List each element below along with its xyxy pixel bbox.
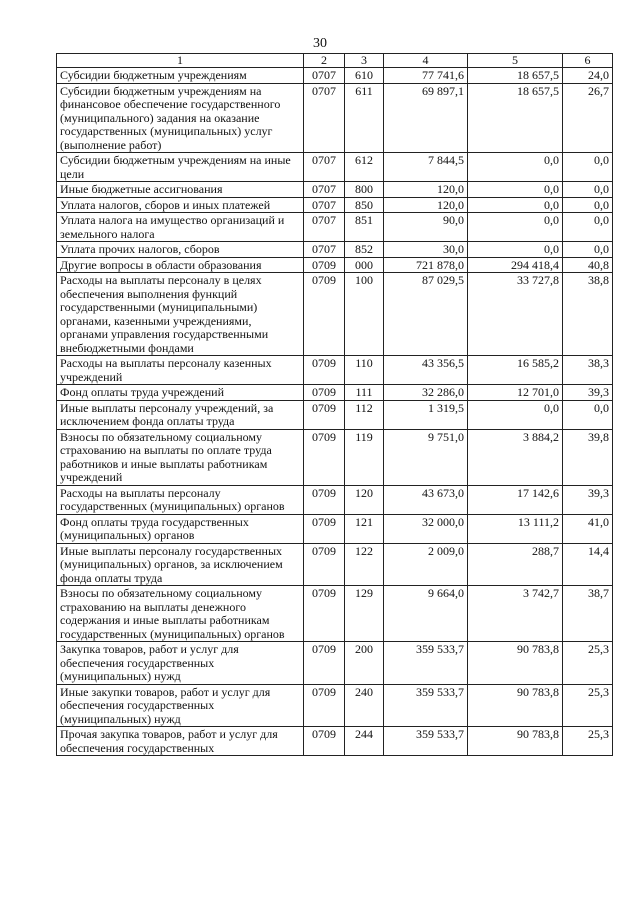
row-plan-amount: 9 751,0	[384, 429, 468, 485]
row-expense-type: 100	[345, 273, 384, 356]
row-actual-amount: 90 783,8	[468, 727, 563, 756]
row-plan-amount: 1 319,5	[384, 400, 468, 429]
row-actual-amount: 18 657,5	[468, 68, 563, 84]
row-plan-amount: 32 000,0	[384, 514, 468, 543]
row-section-code: 0709	[304, 586, 345, 642]
table-row	[57, 543, 613, 586]
row-percent: 38,7	[563, 586, 613, 642]
header-col-5: 5	[468, 54, 563, 68]
header-col-2: 2	[304, 54, 345, 68]
row-expense-type: 244	[345, 727, 384, 756]
row-section-code: 0709	[304, 485, 345, 514]
table-row	[57, 83, 613, 153]
row-actual-amount: 3 884,2	[468, 429, 563, 485]
row-expense-type: 112	[345, 400, 384, 429]
row-percent: 26,7	[563, 83, 613, 153]
row-plan-amount: 120,0	[384, 182, 468, 198]
row-actual-amount: 288,7	[468, 543, 563, 586]
row-percent: 25,3	[563, 684, 613, 727]
row-name-cell: Уплата налогов, сборов и иных платежей	[57, 197, 304, 213]
row-actual-amount: 0,0	[468, 153, 563, 182]
row-expense-type: 000	[345, 257, 384, 273]
budget-table	[56, 53, 613, 756]
row-expense-type: 129	[345, 586, 384, 642]
row-actual-amount: 90 783,8	[468, 642, 563, 685]
row-percent: 0,0	[563, 242, 613, 258]
table-row	[57, 586, 613, 642]
row-plan-amount: 359 533,7	[384, 642, 468, 685]
row-expense-type: 120	[345, 485, 384, 514]
table-row	[57, 257, 613, 273]
header-col-4: 4	[384, 54, 468, 68]
row-section-code: 0709	[304, 400, 345, 429]
row-percent: 39,8	[563, 429, 613, 485]
row-actual-amount: 12 701,0	[468, 385, 563, 401]
row-percent: 0,0	[563, 153, 613, 182]
row-section-code: 0707	[304, 182, 345, 198]
row-actual-amount: 13 111,2	[468, 514, 563, 543]
row-percent: 25,3	[563, 642, 613, 685]
row-name-cell: Расходы на выплаты персоналу казенных учреждений	[57, 356, 304, 385]
row-plan-amount: 359 533,7	[384, 727, 468, 756]
row-name-cell: Иные закупки товаров, работ и услуг для обеспечения государственных (муниципальных) нужд	[57, 684, 304, 727]
row-plan-amount: 43 356,5	[384, 356, 468, 385]
row-actual-amount: 294 418,4	[468, 257, 563, 273]
row-plan-amount: 721 878,0	[384, 257, 468, 273]
row-actual-amount: 0,0	[468, 213, 563, 242]
row-section-code: 0709	[304, 356, 345, 385]
row-name-cell: Уплата прочих налогов, сборов	[57, 242, 304, 258]
row-plan-amount: 359 533,7	[384, 684, 468, 727]
row-section-code: 0707	[304, 153, 345, 182]
row-name-cell: Субсидии бюджетным учреждениям	[57, 68, 304, 84]
row-section-code: 0707	[304, 83, 345, 153]
row-percent: 0,0	[563, 197, 613, 213]
row-actual-amount: 0,0	[468, 182, 563, 198]
row-section-code: 0709	[304, 642, 345, 685]
row-expense-type: 800	[345, 182, 384, 198]
row-percent: 0,0	[563, 400, 613, 429]
table-row	[57, 68, 613, 84]
row-expense-type: 850	[345, 197, 384, 213]
row-actual-amount: 0,0	[468, 197, 563, 213]
table-row	[57, 213, 613, 242]
table-row	[57, 273, 613, 356]
table-row	[57, 429, 613, 485]
row-expense-type: 110	[345, 356, 384, 385]
row-section-code: 0709	[304, 684, 345, 727]
row-percent: 41,0	[563, 514, 613, 543]
row-percent: 39,3	[563, 485, 613, 514]
page-number: 30	[313, 36, 327, 51]
table-row	[57, 514, 613, 543]
row-expense-type: 611	[345, 83, 384, 153]
row-section-code: 0709	[304, 273, 345, 356]
row-expense-type: 122	[345, 543, 384, 586]
table-row	[57, 642, 613, 685]
row-name-cell: Расходы на выплаты персоналу в целях обеспечения выполнения функций государственными (муниципальными) органами, казенными учреждениями, органами управления государственными внебюджетными фондами	[57, 273, 304, 356]
table-row	[57, 485, 613, 514]
table-row	[57, 727, 613, 756]
row-name-cell: Взносы по обязательному социальному страхованию на выплаты по оплате труда работников и иные выплаты работникам учреждений	[57, 429, 304, 485]
row-percent: 39,3	[563, 385, 613, 401]
row-percent: 40,8	[563, 257, 613, 273]
row-plan-amount: 32 286,0	[384, 385, 468, 401]
row-actual-amount: 90 783,8	[468, 684, 563, 727]
row-percent: 25,3	[563, 727, 613, 756]
row-percent: 0,0	[563, 213, 613, 242]
table-row	[57, 197, 613, 213]
row-plan-amount: 120,0	[384, 197, 468, 213]
row-actual-amount: 18 657,5	[468, 83, 563, 153]
row-expense-type: 121	[345, 514, 384, 543]
row-percent: 24,0	[563, 68, 613, 84]
row-actual-amount: 33 727,8	[468, 273, 563, 356]
row-section-code: 0707	[304, 197, 345, 213]
row-section-code: 0709	[304, 257, 345, 273]
row-name-cell: Расходы на выплаты персоналу государственных (муниципальных) органов	[57, 485, 304, 514]
row-percent: 0,0	[563, 182, 613, 198]
row-name-cell: Иные бюджетные ассигнования	[57, 182, 304, 198]
row-section-code: 0707	[304, 242, 345, 258]
table-row	[57, 356, 613, 385]
table-header-row	[57, 54, 613, 68]
row-section-code: 0707	[304, 68, 345, 84]
row-section-code: 0709	[304, 727, 345, 756]
header-col-6: 6	[563, 54, 613, 68]
row-name-cell: Уплата налога на имущество организаций и земельного налога	[57, 213, 304, 242]
table-row	[57, 153, 613, 182]
table-row	[57, 242, 613, 258]
row-name-cell: Взносы по обязательному социальному страхованию на выплаты денежного содержания и иные выплаты работникам государственных (муниципальных) органов	[57, 586, 304, 642]
row-actual-amount: 3 742,7	[468, 586, 563, 642]
row-actual-amount: 0,0	[468, 400, 563, 429]
row-percent: 38,8	[563, 273, 613, 356]
row-section-code: 0709	[304, 385, 345, 401]
row-actual-amount: 17 142,6	[468, 485, 563, 514]
row-expense-type: 851	[345, 213, 384, 242]
row-name-cell: Субсидии бюджетным учреждениям на финансовое обеспечение государственного (муниципального) задания на оказание государственных (муниципальных) услуг (выполнение работ)	[57, 83, 304, 153]
header-col-1: 1	[57, 54, 304, 68]
row-plan-amount: 7 844,5	[384, 153, 468, 182]
row-section-code: 0707	[304, 213, 345, 242]
row-plan-amount: 87 029,5	[384, 273, 468, 356]
row-plan-amount: 69 897,1	[384, 83, 468, 153]
row-expense-type: 119	[345, 429, 384, 485]
table-row	[57, 385, 613, 401]
row-name-cell: Иные выплаты персоналу учреждений, за исключением фонда оплаты труда	[57, 400, 304, 429]
row-section-code: 0709	[304, 514, 345, 543]
row-name-cell: Субсидии бюджетным учреждениям на иные цели	[57, 153, 304, 182]
row-name-cell: Фонд оплаты труда учреждений	[57, 385, 304, 401]
row-name-cell: Другие вопросы в области образования	[57, 257, 304, 273]
row-actual-amount: 0,0	[468, 242, 563, 258]
row-expense-type: 200	[345, 642, 384, 685]
row-plan-amount: 2 009,0	[384, 543, 468, 586]
row-name-cell: Закупка товаров, работ и услуг для обеспечения государственных (муниципальных) нужд	[57, 642, 304, 685]
row-plan-amount: 77 741,6	[384, 68, 468, 84]
row-name-cell: Фонд оплаты труда государственных (муниципальных) органов	[57, 514, 304, 543]
table-row	[57, 400, 613, 429]
row-expense-type: 111	[345, 385, 384, 401]
row-expense-type: 240	[345, 684, 384, 727]
row-actual-amount: 16 585,2	[468, 356, 563, 385]
row-expense-type: 612	[345, 153, 384, 182]
table-row	[57, 182, 613, 198]
row-plan-amount: 30,0	[384, 242, 468, 258]
row-percent: 38,3	[563, 356, 613, 385]
row-section-code: 0709	[304, 429, 345, 485]
row-percent: 14,4	[563, 543, 613, 586]
table-row	[57, 684, 613, 727]
table-body	[57, 68, 613, 756]
row-section-code: 0709	[304, 543, 345, 586]
row-plan-amount: 90,0	[384, 213, 468, 242]
row-name-cell: Прочая закупка товаров, работ и услуг для обеспечения государственных	[57, 727, 304, 756]
row-name-cell: Иные выплаты персоналу государственных (муниципальных) органов, за исключением фонда оплаты труда	[57, 543, 304, 586]
header-col-3: 3	[345, 54, 384, 68]
row-expense-type: 852	[345, 242, 384, 258]
row-expense-type: 610	[345, 68, 384, 84]
row-plan-amount: 9 664,0	[384, 586, 468, 642]
row-plan-amount: 43 673,0	[384, 485, 468, 514]
